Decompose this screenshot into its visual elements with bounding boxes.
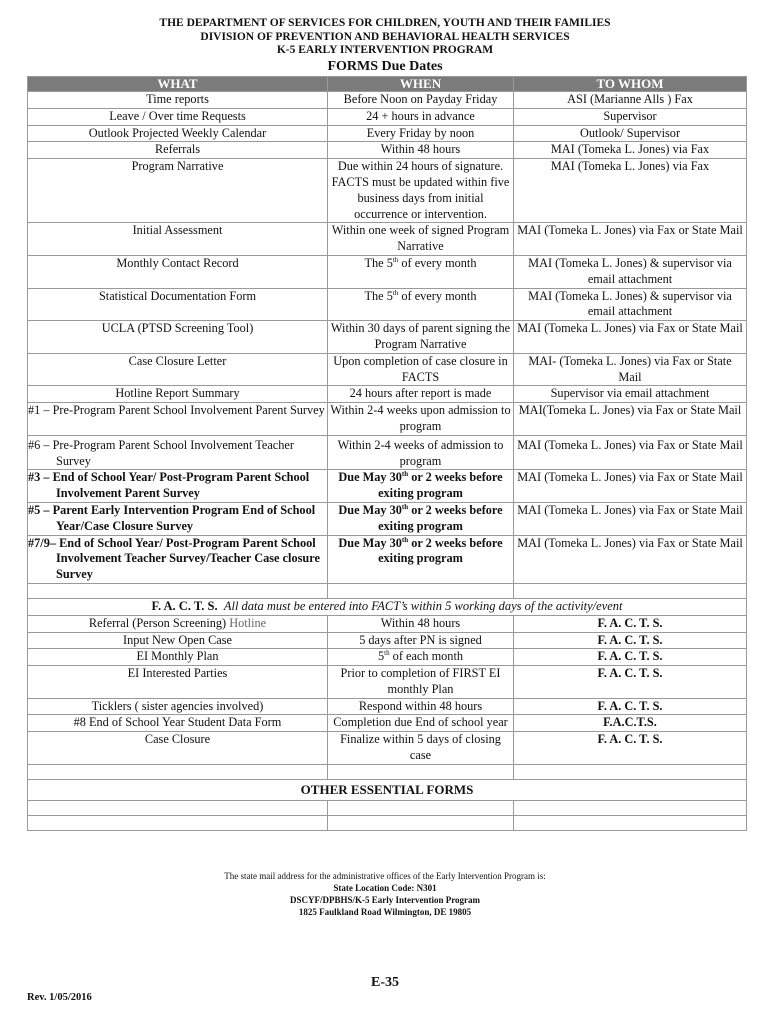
- table-row: [28, 92, 747, 109]
- column-header-what: WHAT: [28, 77, 328, 92]
- table-row: [28, 502, 747, 535]
- table-row: [28, 125, 747, 142]
- cell-what: EI Monthly Plan: [28, 649, 328, 666]
- cell-to-whom: MAI (Tomeka L. Jones) via Fax: [514, 142, 747, 159]
- cell-to-whom: MAI (Tomeka L. Jones) & supervisor via email attachment: [514, 288, 747, 321]
- facts-row: [28, 632, 747, 649]
- cell-to-whom: MAI (Tomeka L. Jones) via Fax or State Mail: [514, 470, 747, 503]
- cell-to-whom: MAI (Tomeka L. Jones) via Fax or State Mail: [514, 321, 747, 354]
- cell-what: Ticklers ( sister agencies involved): [28, 698, 328, 715]
- cell-to-whom: MAI (Tomeka L. Jones) via Fax or State Mail: [514, 502, 747, 535]
- cell-when: Within 48 hours: [328, 142, 514, 159]
- column-header-to-whom: TO WHOM: [514, 77, 747, 92]
- cell-to-whom: MAI- (Tomeka L. Jones) via Fax or State Mail: [514, 353, 747, 386]
- other-forms-heading: OTHER ESSENTIAL FORMS: [28, 779, 747, 800]
- table-row: [28, 535, 747, 583]
- cell-to-whom: F. A. C. T. S.: [514, 632, 747, 649]
- cell-what: Program Narrative: [28, 159, 328, 223]
- cell-to-whom: Outlook/ Supervisor: [514, 125, 747, 142]
- cell-what: Referrals: [28, 142, 328, 159]
- cell-when: 5th of each month: [328, 649, 514, 666]
- empty-row: [28, 583, 747, 598]
- cell-to-whom: F. A. C. T. S.: [514, 698, 747, 715]
- cell-what: Initial Assessment: [28, 223, 328, 256]
- cell-what: #7/9– End of School Year/ Post-Program Parent School Involvement Teacher Survey/Teacher Case closure Survey: [28, 535, 328, 583]
- facts-row: [28, 615, 747, 632]
- table-row: [28, 159, 747, 223]
- mail-address-intro: The state mail address for the administrative offices of the Early Intervention Program is:: [224, 871, 546, 881]
- cell-what: #3 – End of School Year/ Post-Program Parent School Involvement Parent Survey: [28, 470, 328, 503]
- cell-to-whom: F.A.C.T.S.: [514, 715, 747, 732]
- facts-heading-note: All data must be entered into FACT’s within 5 working days of the activity/event: [223, 598, 623, 613]
- table-row: [28, 223, 747, 256]
- mail-program-name: DSCYF/DPBHS/K-5 Early Intervention Program: [289, 895, 481, 905]
- cell-what: #6 – Pre-Program Parent School Involvement Teacher Survey: [28, 435, 328, 470]
- cell-to-whom: MAI (Tomeka L. Jones) via Fax: [514, 159, 747, 223]
- page-number: E-35: [371, 975, 399, 990]
- cell-to-whom: F. A. C. T. S.: [514, 666, 747, 699]
- cell-when: Every Friday by noon: [328, 125, 514, 142]
- state-location-code: State Location Code: N301: [333, 883, 437, 893]
- cell-when: Due May 30th or 2 weeks before exiting program: [328, 470, 514, 503]
- cell-when: 24 + hours in advance: [328, 108, 514, 125]
- cell-to-whom: ASI (Marianne Alls ) Fax: [514, 92, 747, 109]
- cell-when: Within 48 hours: [328, 615, 514, 632]
- empty-row: [28, 815, 747, 830]
- revision-date: Rev. 1/05/2016: [27, 992, 92, 1003]
- cell-what: Case Closure Letter: [28, 353, 328, 386]
- table-row: [28, 321, 747, 354]
- empty-row: [28, 800, 747, 815]
- cell-to-whom: F. A. C. T. S.: [514, 732, 747, 765]
- cell-to-whom: F. A. C. T. S.: [514, 615, 747, 632]
- cell-to-whom: MAI (Tomeka L. Jones) via Fax or State Mail: [514, 435, 747, 470]
- cell-to-whom: Supervisor: [514, 108, 747, 125]
- facts-row: [28, 698, 747, 715]
- cell-when: Due May 30th or 2 weeks before exiting program: [328, 535, 514, 583]
- table-row: [28, 403, 747, 436]
- table-row: [28, 108, 747, 125]
- facts-row: [28, 715, 747, 732]
- cell-when: Within 2-4 weeks upon admission to program: [328, 403, 514, 436]
- cell-what: Case Closure: [28, 732, 328, 765]
- facts-row: [28, 666, 747, 699]
- header-department: THE DEPARTMENT OF SERVICES FOR CHILDREN, YOUTH AND THEIR FAMILIES: [159, 17, 611, 29]
- cell-to-whom: MAI (Tomeka L. Jones) & supervisor via email attachment: [514, 255, 747, 288]
- cell-when: 5 days after PN is signed: [328, 632, 514, 649]
- table-row: [28, 288, 747, 321]
- cell-what: Hotline Report Summary: [28, 386, 328, 403]
- table-row: [28, 386, 747, 403]
- facts-section-heading: [28, 598, 747, 615]
- header-division: DIVISION OF PREVENTION AND BEHAVIORAL HEALTH SERVICES: [200, 31, 570, 43]
- cell-when: Before Noon on Payday Friday: [328, 92, 514, 109]
- cell-what: Statistical Documentation Form: [28, 288, 328, 321]
- cell-to-whom: F. A. C. T. S.: [514, 649, 747, 666]
- cell-when: Finalize within 5 days of closing case: [328, 732, 514, 765]
- table-row: [28, 353, 747, 386]
- cell-when: Due May 30th or 2 weeks before exiting program: [328, 502, 514, 535]
- cell-when: Due within 24 hours of signature. FACTS must be updated within five business days from initial occurrence or intervention.: [328, 159, 514, 223]
- table-row: [28, 142, 747, 159]
- cell-what: #8 End of School Year Student Data Form: [28, 715, 328, 732]
- table-row: [28, 255, 747, 288]
- facts-row: [28, 732, 747, 765]
- cell-when: 24 hours after report is made: [328, 386, 514, 403]
- column-header-when: WHEN: [328, 77, 514, 92]
- cell-when: Prior to completion of FIRST EI monthly Plan: [328, 666, 514, 699]
- cell-to-whom: MAI (Tomeka L. Jones) via Fax or State Mail: [514, 535, 747, 583]
- cell-what: UCLA (PTSD Screening Tool): [28, 321, 328, 354]
- cell-to-whom: MAI(Tomeka L. Jones) via Fax or State Mail: [514, 403, 747, 436]
- facts-heading-bold: F. A. C. T. S.: [151, 598, 218, 613]
- cell-what: Referral (Person Screening) Hotline: [28, 615, 328, 632]
- empty-row: [28, 764, 747, 779]
- cell-when: Within 30 days of parent signing the Program Narrative: [328, 321, 514, 354]
- cell-to-whom: MAI (Tomeka L. Jones) via Fax or State Mail: [514, 223, 747, 256]
- header-program: K-5 EARLY INTERVENTION PROGRAM: [276, 44, 494, 56]
- cell-what: #5 – Parent Early Intervention Program End of School Year/Case Closure Survey: [28, 502, 328, 535]
- table-row: [28, 435, 747, 470]
- mail-street-address: 1825 Faulkland Road Wilmington, DE 19805: [298, 907, 472, 917]
- cell-what: EI Interested Parties: [28, 666, 328, 699]
- table-header-row: [28, 77, 747, 92]
- cell-when: Within one week of signed Program Narrative: [328, 223, 514, 256]
- cell-when: Completion due End of school year: [328, 715, 514, 732]
- facts-row: [28, 649, 747, 666]
- cell-what: Input New Open Case: [28, 632, 328, 649]
- cell-to-whom: Supervisor via email attachment: [514, 386, 747, 403]
- page-title: FORMS Due Dates: [327, 59, 443, 74]
- cell-when: Within 2-4 weeks of admission to program: [328, 435, 514, 470]
- cell-what: Leave / Over time Requests: [28, 108, 328, 125]
- cell-when: The 5th of every month: [328, 255, 514, 288]
- cell-what: Time reports: [28, 92, 328, 109]
- table-row: [28, 470, 747, 503]
- forms-due-table: [27, 76, 747, 831]
- cell-what: #1 – Pre-Program Parent School Involvement Parent Survey: [28, 403, 328, 436]
- cell-when: Respond within 48 hours: [328, 698, 514, 715]
- cell-what: Monthly Contact Record: [28, 255, 328, 288]
- cell-when: The 5th of every month: [328, 288, 514, 321]
- cell-what: Outlook Projected Weekly Calendar: [28, 125, 328, 142]
- cell-when: Upon completion of case closure in FACTS: [328, 353, 514, 386]
